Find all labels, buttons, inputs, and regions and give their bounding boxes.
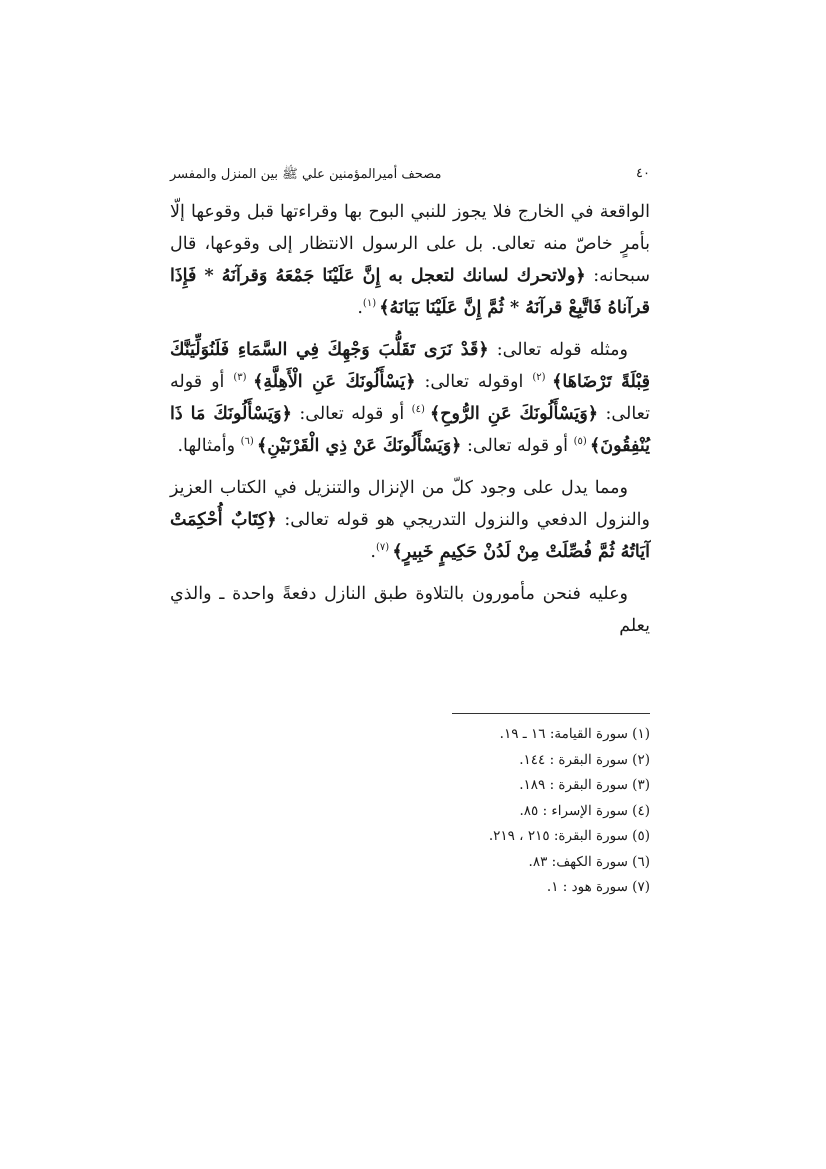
paragraph-text: . <box>370 542 376 562</box>
footnote: (٤) سورة الإسراء : ٨٥. <box>519 802 650 819</box>
paragraph-text: أو قوله تعالى: <box>461 436 574 456</box>
paragraph-text: ومما يدل على وجود كلّ من الإنزال والتنزيل في الكتاب العزيز والنزول الدفعي والنزول التدريجي هو قوله تعالى: <box>170 478 650 530</box>
paragraph-text: . <box>357 298 363 318</box>
quran-verse: ﴿ولاتحرك لسانك لتعجل به إِنَّ عَلَيْنَا جَمْعَهُ وَقرآنَهُ * فَإِذَا قرآناهُ فَاتَّبِعْ قرآنَهُ * ثُمَّ إِنَّ عَلَيْنَا بَيَانَهُ﴾ <box>170 266 650 318</box>
footnote-reference: (٥) <box>573 436 590 448</box>
running-title: مصحف أميرالمؤمنين علي ﷺ بين المنزل والمفسر <box>170 167 442 182</box>
paragraph <box>170 578 650 642</box>
paragraph-text: ومثله قوله تعالى: <box>488 340 628 360</box>
quran-verse: ﴿وَيَسْأَلُونَكَ عَنِ الرُّوحِ﴾ <box>429 404 599 424</box>
paragraph <box>170 196 650 324</box>
footnote: (٣) سورة البقرة : ١٨٩. <box>519 777 650 793</box>
footnote-reference: (٦) <box>240 436 257 448</box>
page-number: ٤٠ <box>636 166 650 181</box>
paragraph-text: وعليه فنحن مأمورون بالتلاوة طبق النازل دفعةً واحدة ـ والذي يعلم <box>170 584 650 636</box>
body-text <box>170 196 650 652</box>
footnote-reference: (١) <box>362 298 380 310</box>
footnotes <box>170 722 650 901</box>
footnote: (٢) سورة البقرة : ١٤٤. <box>519 751 650 768</box>
footnote-reference: (٣) <box>233 372 254 384</box>
footnote-reference: (٤) <box>411 404 430 416</box>
quran-verse: ﴿قَدْ نَرَى تَقَلُّبَ وَجْهِكَ فِي السَّمَاءِ فَلَنُوَلِّيَنَّكَ قِبْلَةً تَرْضَاهَا﴾ <box>170 340 650 392</box>
paragraph-text: وأمثالها. <box>177 436 241 456</box>
page-header <box>170 166 650 188</box>
paragraph <box>170 472 650 568</box>
paragraph-text: أو قوله تعالى: <box>291 404 412 424</box>
quran-verse: ﴿وَيَسْأَلُونَكَ مَا ذَا يُنْفِقُونَ﴾ <box>170 404 650 456</box>
footnote: (٥) سورة البقرة: ٢١٥ ، ٢١٩. <box>488 828 650 844</box>
paragraph <box>170 334 650 462</box>
footnote-reference: (٢) <box>532 372 553 384</box>
footnote-divider <box>452 713 650 714</box>
footnote-reference: (٧) <box>375 542 393 554</box>
footnote: (٧) سورة هود : ١. <box>546 879 650 895</box>
quran-verse: ﴿وَيَسْأَلُونَكَ عَنْ ذِي الْقَرْنَيْنِ﴾ <box>256 436 462 456</box>
footnote: (٦) سورة الكهف: ٨٣. <box>528 853 650 870</box>
quran-verse: ﴿يَسْأَلُونَكَ عَنِ الْأَهِلَّةِ﴾ <box>253 372 416 392</box>
footnote: (١) سورة القيامة: ١٦ ـ ١٩. <box>499 726 650 742</box>
paragraph-text: أو قوله تعالى: <box>170 372 650 424</box>
quran-verse: ﴿كِتَابٌ أُحْكِمَتْ آيَاتُهُ ثُمَّ فُصِّلَتْ مِنْ لَدُنْ حَكِيمٍ خَبِيرٍ﴾ <box>170 510 650 562</box>
paragraph-text: اوقوله تعالى: <box>415 372 533 392</box>
paragraph-text: الواقعة في الخارج فلا يجوز للنبي البوح بها وقراءتها قبل وقوعها إلّا بأمرٍ خاصّ منه تعالى. بل على الرسول الانتظار إلى وقوعها، قال سبحانه: <box>170 202 650 286</box>
